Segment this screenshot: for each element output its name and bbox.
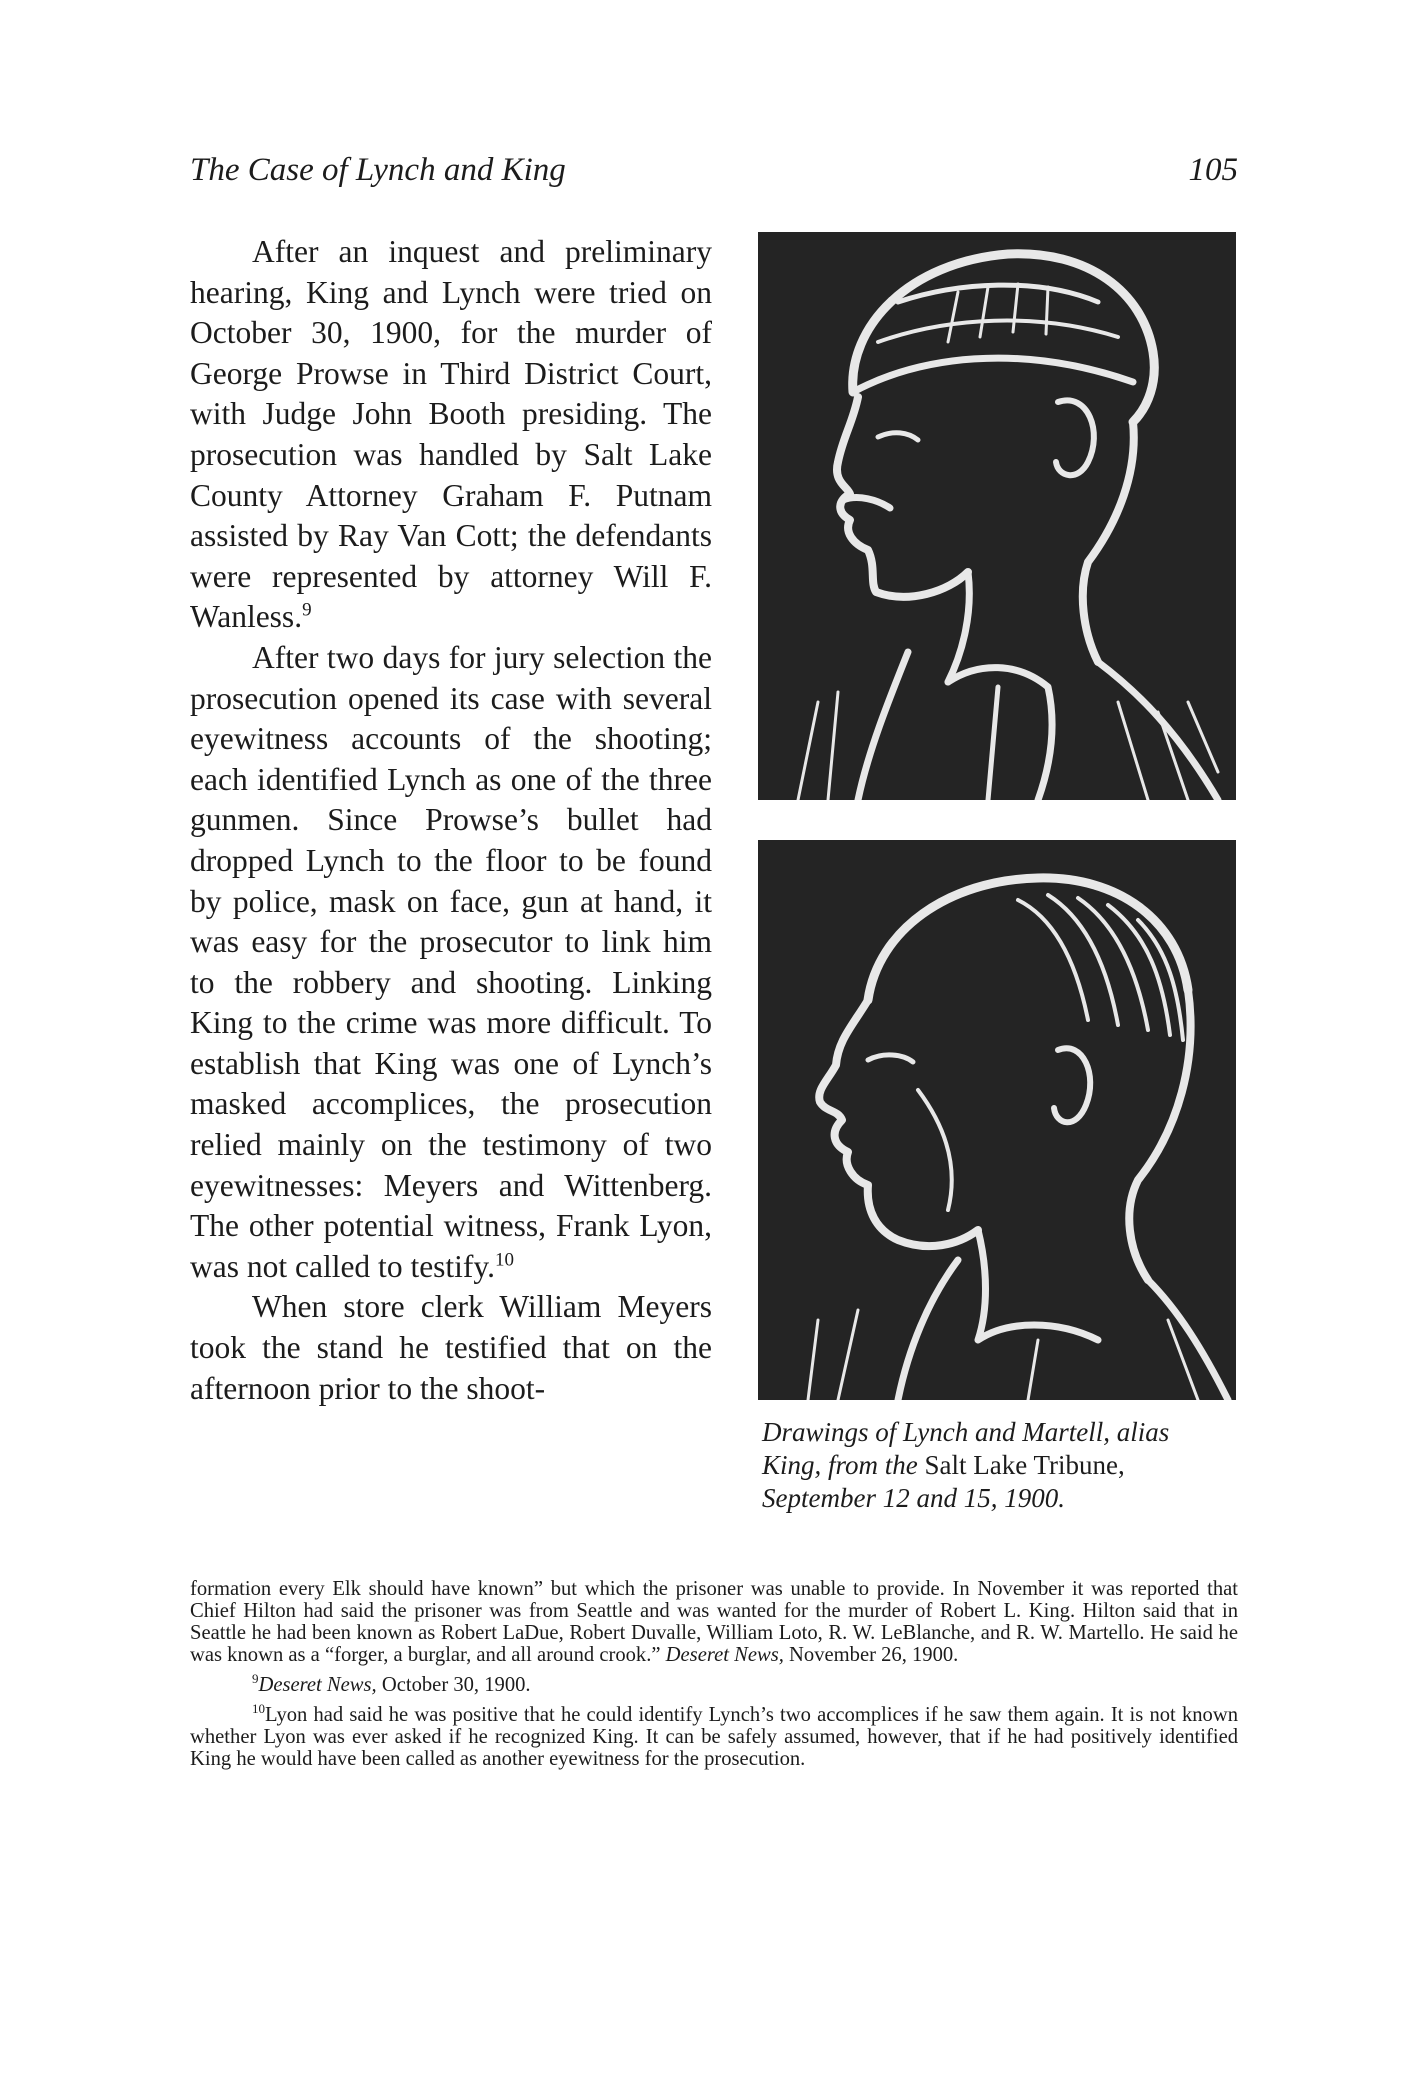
figure-caption <box>762 1416 1232 1515</box>
body-text-column <box>190 232 712 1409</box>
footnote-continuation <box>190 1578 1238 1666</box>
footnote-continuation-date: November 26, 1900. <box>789 1644 959 1666</box>
paragraph-2 <box>190 638 712 1288</box>
footnote-9 <box>190 1671 1238 1696</box>
footnote-continuation-text: formation every Elk should have known” but which the prisoner was unable to provide. In November it was reported that Chief Hilton had said the prisoner was from Seattle and was wanted for the murder of Robert L. King. Hilton said that in Seattle he had been known as Robert LaDue, Robert Duvalle, William Loto, R. W. LeBlanche, and R. W. Martello. He said he was known as a “forger, a burglar, and all around crook.” <box>190 1578 1238 1666</box>
footnote-10-text: Lyon had said he was positive that he could identify Lynch’s two accomplices if he saw them again. It is not known whether Lyon was ever asked if he recognized King. It can be safely assumed, however, that if he had positively identified King he would have been called as another eyewitness for the prosecution. <box>190 1704 1238 1770</box>
paragraph-2-text: After two days for jury selection the prosecution opened its case with several eyewitness accounts of the shooting; each identified Lynch as one of the three gunmen. Since Prowse’s bullet had dropped Lynch to the floor to be found by police, mask on face, gun at hand, it was easy for the prosecutor to link him to the robbery and shooting. Linking King to the crime was more difficult. To establish that King was one of Lynch’s masked accomplices, the prosecution relied mainly on the testimony of two eyewitnesses: Meyers and Wittenberg. The other potential witness, Frank Lyon, was not called to testify. <box>190 639 712 1284</box>
footnote-10-mark: 10 <box>252 1701 265 1717</box>
running-header <box>190 150 1238 190</box>
footnote-continuation-source: Deseret News, <box>665 1644 784 1666</box>
paragraph-3-text: When store clerk William Meyers took the stand he testified that on the afternoon prior to the shoot- <box>190 1289 712 1406</box>
caption-italic-part-2: September 12 and 15, 1900. <box>762 1483 1065 1513</box>
running-title: The Case of Lynch and King <box>190 152 566 188</box>
caption-newspaper-name: Salt Lake Tribune, <box>924 1450 1125 1480</box>
paragraph-1-text: After an inquest and preliminary hearing, King and Lynch were tried on October 30, 1900, for the murder of George Prowse in Third District Court, with Judge John Booth presiding. The prosecution was handled by Salt Lake County Attorney Graham F. Putnam assisted by Ray Van Cott; the defendants were represented by attorney Will F. Wanless. <box>190 234 712 635</box>
note-ref-10: 10 <box>495 1249 515 1271</box>
page-number: 105 <box>1188 152 1238 188</box>
footnotes <box>190 1578 1238 1778</box>
footnote-9-mark: 9 <box>252 1671 259 1687</box>
portrait-king-drawing <box>758 840 1236 1400</box>
footnote-9-source: Deseret News, <box>258 1674 377 1696</box>
paragraph-1 <box>190 232 712 638</box>
caption-italic-part-1: Drawings of Lynch and Martell, alias King, from the <box>762 1417 1170 1480</box>
footnote-9-date: October 30, 1900. <box>381 1674 531 1696</box>
footnote-10 <box>190 1701 1238 1770</box>
portrait-lynch-drawing <box>758 232 1236 800</box>
note-ref-9: 9 <box>302 599 312 621</box>
paragraph-3 <box>190 1287 712 1409</box>
